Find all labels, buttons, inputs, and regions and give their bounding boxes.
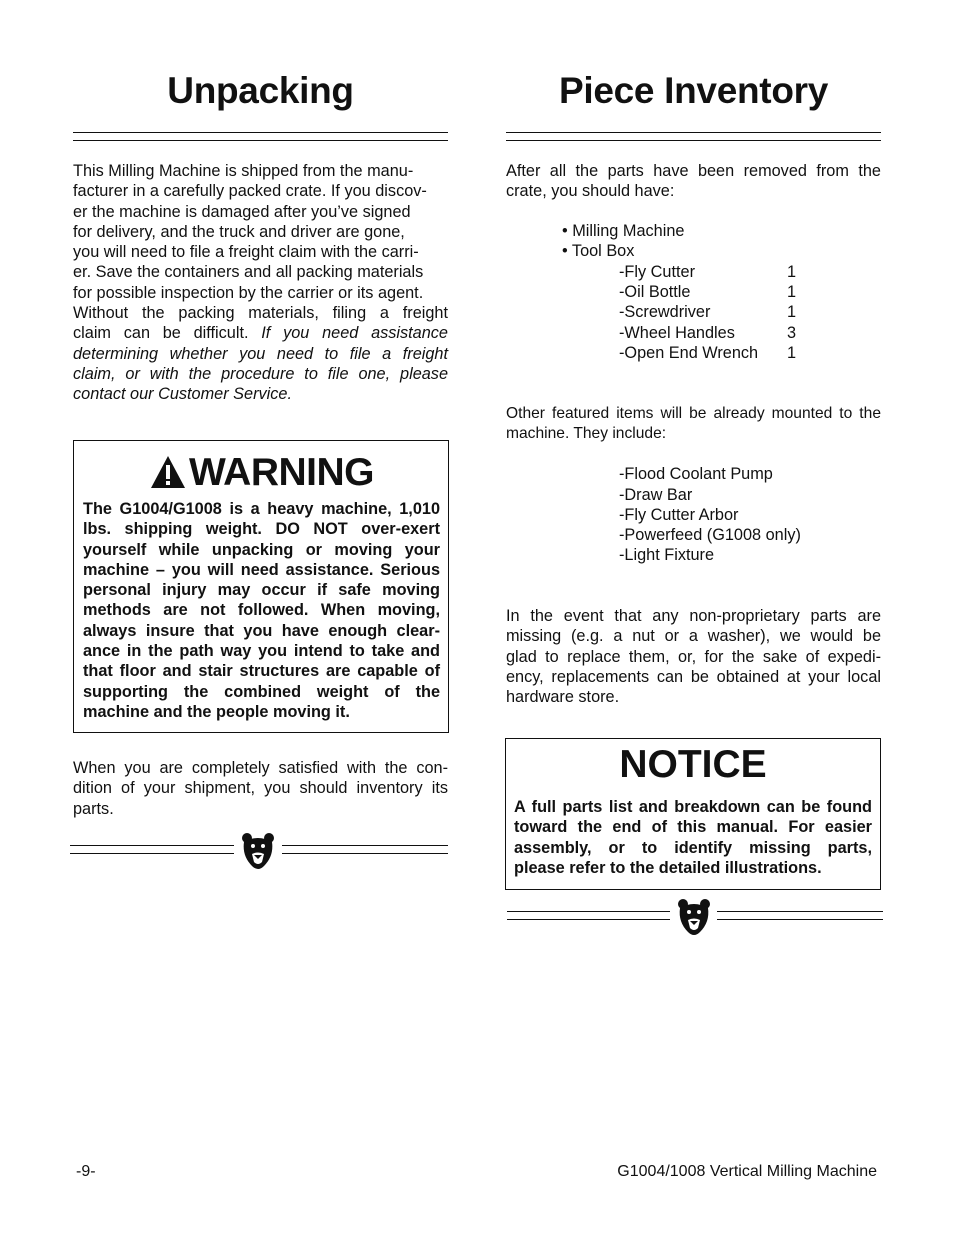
- text-line: Other featured items will be already mounted to the: [506, 405, 881, 422]
- toolbox-item-qty: 1: [787, 283, 797, 301]
- mounted-item: -Light Fixture: [619, 546, 715, 564]
- warning-line: personal injury may occur if safe moving: [83, 581, 440, 600]
- warning-line: The G1004/G1008 is a heavy machine, 1,010: [83, 500, 440, 518]
- notice-line: toward the end of this manual. For easier: [514, 818, 872, 837]
- divider-line-right: [717, 911, 883, 920]
- section-end-divider: [507, 898, 883, 938]
- text-line: When you are completely satisfied with the con-: [73, 759, 448, 777]
- text-line: [73, 323, 448, 343]
- warning-line: that floor and stair structures are capable of: [83, 662, 440, 681]
- list-item: • Tool Box: [562, 242, 635, 260]
- inventory-title: Piece Inventory: [558, 70, 828, 111]
- text-line: After all the parts have been removed from the: [506, 162, 881, 180]
- unpacking-closing: [73, 758, 448, 819]
- warning-title: WARNING: [189, 450, 374, 494]
- warning-line: supporting the combined weight of the: [83, 682, 440, 701]
- notice-line: A full parts list and breakdown can be found: [514, 798, 872, 816]
- notice-line: assembly, or to identify missing parts,: [514, 838, 872, 857]
- missing-parts-text: [506, 606, 881, 707]
- manual-title: G1004/1008 Vertical Milling Machine: [617, 1163, 877, 1180]
- divider-line-left: [70, 845, 234, 854]
- page-number: -9-: [76, 1163, 96, 1180]
- text-line: dition of your shipment, you should inventory its: [73, 779, 448, 798]
- text-plain: claim can be difficult.: [73, 324, 262, 343]
- list-item: • Milling Machine: [562, 222, 685, 240]
- warning-line: always insure that you have enough clear-: [83, 621, 440, 640]
- toolbox-item-name: -Wheel Handles: [619, 324, 735, 342]
- text-line: Without the packing materials, filing a freight: [73, 304, 448, 323]
- text-line: missing (e.g. a nut or a washer), we would be: [506, 627, 881, 646]
- warning-box: [73, 440, 449, 733]
- text-line: This Milling Machine is shipped from the manu-: [73, 162, 414, 180]
- text-line: claim, or with the procedure to file one, please: [73, 364, 448, 383]
- toolbox-item-name: -Oil Bottle: [619, 283, 691, 301]
- text-line: you will need to file a freight claim with the carri-: [73, 243, 419, 262]
- text-line: for delivery, and the truck and driver are gone,: [73, 222, 405, 241]
- notice-box: [505, 738, 881, 890]
- warning-line: lbs. shipping weight. DO NOT over-exert: [83, 520, 440, 539]
- warning-line: yourself while unpacking or moving your: [83, 540, 440, 559]
- warning-line: machine and the people moving it.: [83, 702, 350, 721]
- text-line: ency, replacements can be obtained at your local: [506, 667, 881, 686]
- text-italic: If you need assistance: [261, 324, 448, 343]
- text-line: In the event that any non-proprietary parts are: [506, 607, 881, 625]
- divider-line-left: [507, 911, 670, 920]
- toolbox-item-qty: 3: [787, 324, 797, 342]
- mounted-item: -Fly Cutter Arbor: [619, 506, 739, 524]
- warning-triangle-icon: [149, 454, 187, 490]
- mounted-intro: [506, 404, 881, 445]
- mounted-item: -Draw Bar: [619, 486, 693, 504]
- notice-line: please refer to the detailed illustrations.: [514, 858, 822, 877]
- text-line: parts.: [73, 799, 114, 818]
- mounted-item: -Flood Coolant Pump: [619, 465, 773, 483]
- text-line: determining whether you need to file a freight: [73, 344, 448, 363]
- toolbox-item-name: -Open End Wrench: [619, 344, 759, 362]
- toolbox-item-name: -Fly Cutter: [619, 263, 695, 281]
- unpacking-intro: [73, 161, 448, 405]
- text-line: glad to replace them, or, for the sake of expedi-: [506, 647, 881, 666]
- title-rule: [73, 132, 448, 141]
- text-line: facturer in a carefully packed crate. If you discov-: [73, 182, 427, 201]
- text-line: hardware store.: [506, 688, 620, 707]
- toolbox-item-qty: 1: [787, 344, 797, 362]
- text-line: machine. They include:: [506, 425, 667, 443]
- mounted-item: -Powerfeed (G1008 only): [619, 526, 801, 544]
- text-line: for possible inspection by the carrier or its agent.: [73, 283, 424, 302]
- text-line: er the machine is damaged after you’ve signed: [73, 202, 411, 221]
- notice-title: NOTICE: [619, 743, 767, 786]
- text-line: crate, you should have:: [506, 182, 675, 201]
- title-rule: [506, 132, 881, 141]
- bear-logo-icon: [240, 832, 276, 872]
- toolbox-item-qty: 1: [787, 263, 797, 281]
- text-line: contact our Customer Service.: [73, 385, 292, 404]
- toolbox-item-name: -Screwdriver: [619, 303, 711, 321]
- inventory-intro: [506, 161, 881, 202]
- section-end-divider: [70, 832, 448, 872]
- warning-line: ance in the path way you intend to take and: [83, 642, 440, 661]
- text-line: er. Save the containers and all packing materials: [73, 263, 424, 282]
- bear-logo-icon: [676, 898, 712, 938]
- warning-line: machine – you will need assistance. Serious: [83, 560, 440, 579]
- warning-header: [83, 449, 440, 495]
- unpacking-title: Unpacking: [167, 70, 354, 111]
- toolbox-item-qty: 1: [787, 303, 797, 321]
- divider-line-right: [282, 845, 448, 854]
- warning-line: methods are not followed. When moving,: [83, 601, 440, 620]
